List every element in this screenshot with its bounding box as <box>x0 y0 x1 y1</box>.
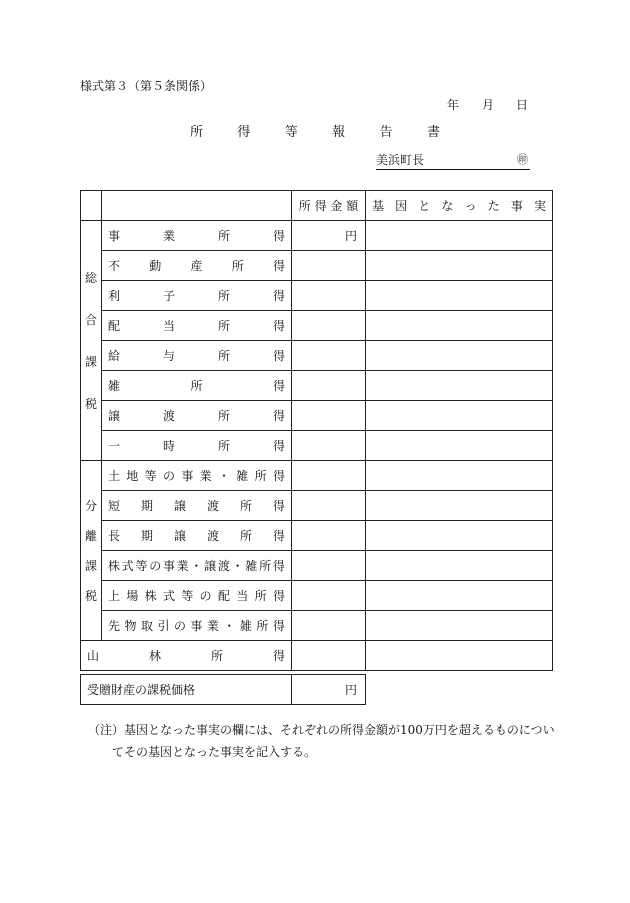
label-char: 配 <box>217 589 230 603</box>
fact-cell[interactable] <box>366 281 553 311</box>
label-char: 雑 <box>108 379 121 393</box>
footnote <box>88 719 558 763</box>
label-char: 得 <box>272 439 285 453</box>
fact-cell[interactable] <box>366 251 553 281</box>
label-char: 所 <box>217 439 230 453</box>
sanrin-label <box>81 641 292 671</box>
label-char: 所 <box>210 649 223 663</box>
fact-cell[interactable] <box>366 461 553 491</box>
income-table <box>80 190 553 671</box>
title-char: 等 <box>284 125 298 140</box>
label-char: 所 <box>254 469 267 483</box>
label-char: 業 <box>199 469 212 483</box>
fact-cell[interactable] <box>366 311 553 341</box>
amount-column-header: 所 得 金 額 <box>292 191 366 221</box>
income-row <box>81 611 553 641</box>
label-char: 得 <box>272 499 285 513</box>
label-char: ・ <box>190 559 203 573</box>
fact-cell[interactable] <box>366 221 553 251</box>
gift-label: 受贈財産の課税価格 <box>81 675 292 705</box>
income-row <box>81 461 553 491</box>
footnote-line-2: てその基因となった事実を記入する。 <box>112 745 317 759</box>
date-month-label: 月 <box>482 98 495 112</box>
label-char: 得 <box>272 409 285 423</box>
date-year-label: 年 <box>447 98 460 112</box>
fact-cell[interactable] <box>366 521 553 551</box>
label-char: 渡 <box>206 529 219 543</box>
gift-table <box>80 674 366 705</box>
sanrin-row <box>81 641 553 671</box>
category-char: 総 <box>84 270 97 285</box>
label-char: 山 <box>87 649 100 663</box>
addressee-name: 美浜町長 <box>376 153 425 167</box>
label-char: 雑 <box>245 559 258 573</box>
fact-cell[interactable] <box>366 491 553 521</box>
label-char: 雑 <box>239 619 252 633</box>
category-label-cell <box>81 221 102 461</box>
label-char: ・ <box>223 619 236 633</box>
header-char: っ <box>464 199 477 213</box>
label-char: 得 <box>272 469 285 483</box>
amount-cell[interactable] <box>292 521 366 551</box>
label-char: の <box>199 589 212 603</box>
category-char: 税 <box>84 589 97 604</box>
amount-cell[interactable] <box>292 371 366 401</box>
label-char: 当 <box>162 319 175 333</box>
label-char: の <box>149 559 162 573</box>
label-char: ・ <box>217 469 230 483</box>
income-type-label <box>102 221 292 251</box>
income-row <box>81 521 553 551</box>
amount-cell[interactable] <box>292 581 366 611</box>
label-char: 得 <box>272 349 285 363</box>
label-char: 長 <box>108 529 121 543</box>
label-char: 短 <box>108 499 121 513</box>
label-char: 株 <box>108 559 121 573</box>
amount-cell[interactable] <box>292 491 366 521</box>
gift-row <box>81 675 366 705</box>
title-char: 告 <box>379 125 393 140</box>
title-char: 得 <box>237 125 251 140</box>
label-char: 式 <box>162 589 175 603</box>
amount-cell[interactable] <box>292 401 366 431</box>
amount-cell[interactable] <box>292 311 366 341</box>
header-char: な <box>441 199 454 213</box>
label-char: 株 <box>144 589 157 603</box>
label-char: 業 <box>176 559 189 573</box>
label-char: 得 <box>272 619 285 633</box>
footnote-line-1: （注）基因となった事実の欄には、それぞれの所得金額が100万円を超えるものについ <box>88 723 555 737</box>
label-char: 譲 <box>204 559 217 573</box>
label-char: 事 <box>190 619 203 633</box>
income-type-label <box>102 311 292 341</box>
label-char: 得 <box>272 649 285 663</box>
income-row <box>81 341 553 371</box>
label-char: 所 <box>239 499 252 513</box>
category-char: 課 <box>84 355 97 370</box>
header-blank-cell <box>102 191 292 221</box>
income-row <box>81 551 553 581</box>
category-char: 分 <box>84 498 97 513</box>
label-char: 事 <box>181 469 194 483</box>
income-type-label <box>102 371 292 401</box>
amount-cell[interactable] <box>292 281 366 311</box>
income-row <box>81 431 553 461</box>
fact-cell[interactable] <box>366 341 553 371</box>
label-char: 所 <box>254 589 267 603</box>
fact-cell[interactable] <box>366 551 553 581</box>
label-char: 地 <box>126 469 139 483</box>
label-char: 所 <box>217 349 230 363</box>
label-char: 期 <box>140 529 153 543</box>
label-char: 土 <box>108 469 121 483</box>
fact-cell[interactable] <box>366 641 553 671</box>
label-char: 得 <box>272 529 285 543</box>
label-char: 上 <box>108 589 121 603</box>
category-char: 課 <box>84 559 97 574</box>
label-char: 譲 <box>173 529 186 543</box>
label-char: 得 <box>272 289 285 303</box>
label-char: 譲 <box>108 409 121 423</box>
label-char: 当 <box>236 589 249 603</box>
title-char: 報 <box>332 125 346 140</box>
label-char: の <box>162 469 175 483</box>
label-char: 所 <box>259 559 272 573</box>
label-char: 子 <box>162 289 175 303</box>
label-char: 等 <box>181 589 194 603</box>
income-row <box>81 221 553 251</box>
income-type-label <box>102 581 292 611</box>
label-char: 渡 <box>217 559 230 573</box>
label-char: 所 <box>217 409 230 423</box>
income-row <box>81 311 553 341</box>
income-row <box>81 491 553 521</box>
label-char: 動 <box>149 259 162 273</box>
label-char: 得 <box>272 259 285 273</box>
income-type-label <box>102 341 292 371</box>
amount-cell[interactable] <box>292 251 366 281</box>
income-row <box>81 371 553 401</box>
header-char: 基 <box>372 199 385 213</box>
label-char: 利 <box>108 289 121 303</box>
label-char: 渡 <box>162 409 175 423</box>
header-blank-cell <box>81 191 102 221</box>
label-char: 所 <box>217 229 230 243</box>
label-char: 引 <box>157 619 170 633</box>
label-char: 不 <box>108 259 121 273</box>
header-char: と <box>418 199 431 213</box>
category-label-cell <box>81 461 102 641</box>
label-char: 場 <box>126 589 139 603</box>
income-row <box>81 401 553 431</box>
fact-cell[interactable] <box>366 431 553 461</box>
label-char: 渡 <box>206 499 219 513</box>
label-char: 業 <box>162 229 175 243</box>
label-char: 所 <box>217 319 230 333</box>
label-char: 得 <box>272 559 285 573</box>
addressee-line <box>376 153 530 170</box>
income-row <box>81 581 553 611</box>
income-type-label <box>102 521 292 551</box>
label-char: 一 <box>108 439 121 453</box>
fact-cell[interactable] <box>366 611 553 641</box>
income-type-label <box>102 401 292 431</box>
label-char: 取 <box>140 619 153 633</box>
label-char: 期 <box>140 499 153 513</box>
amount-cell[interactable] <box>292 431 366 461</box>
category-char: 離 <box>84 528 97 543</box>
label-char: 等 <box>144 469 157 483</box>
label-char: 与 <box>162 349 175 363</box>
label-char: 等 <box>135 559 148 573</box>
income-row <box>81 281 553 311</box>
header-char: 実 <box>533 199 546 213</box>
amount-cell[interactable] <box>292 341 366 371</box>
income-type-label <box>102 461 292 491</box>
label-char: 給 <box>108 349 121 363</box>
label-char: 式 <box>121 559 134 573</box>
label-char: ・ <box>231 559 244 573</box>
amount-cell[interactable] <box>292 551 366 581</box>
amount-cell[interactable]: 円 <box>292 221 366 251</box>
label-char: 先 <box>108 619 121 633</box>
label-char: 所 <box>256 619 269 633</box>
fact-cell[interactable] <box>366 581 553 611</box>
category-char: 合 <box>84 312 97 327</box>
label-char: 得 <box>272 379 285 393</box>
amount-cell[interactable] <box>292 611 366 641</box>
label-char: 雑 <box>236 469 249 483</box>
header-char: 因 <box>395 199 408 213</box>
label-char: 譲 <box>173 499 186 513</box>
label-char: 所 <box>231 259 244 273</box>
income-type-label <box>102 281 292 311</box>
title-char: 書 <box>426 125 440 140</box>
income-type-label <box>102 431 292 461</box>
label-char: 得 <box>272 589 285 603</box>
label-char: 事 <box>108 229 121 243</box>
label-char: 得 <box>272 319 285 333</box>
category-char: 税 <box>84 397 97 412</box>
header-row <box>81 191 553 221</box>
fact-cell[interactable] <box>366 371 553 401</box>
label-char: 所 <box>190 379 203 393</box>
document-title <box>190 126 440 140</box>
amount-cell[interactable] <box>292 641 366 671</box>
form-number-label: 様式第３（第５条関係） <box>80 79 213 93</box>
label-char: 配 <box>108 319 121 333</box>
header-char: 事 <box>510 199 523 213</box>
income-type-label <box>102 611 292 641</box>
income-type-label <box>102 551 292 581</box>
seal-mark: ㊞ <box>517 153 528 166</box>
header-char: た <box>487 199 500 213</box>
label-char: の <box>173 619 186 633</box>
amount-cell[interactable] <box>292 461 366 491</box>
label-char: 事 <box>162 559 175 573</box>
label-char: 所 <box>239 529 252 543</box>
fact-column-header <box>366 191 553 221</box>
label-char: 物 <box>124 619 137 633</box>
income-type-label <box>102 491 292 521</box>
label-char: 産 <box>190 259 203 273</box>
fact-cell[interactable] <box>366 401 553 431</box>
income-type-label <box>102 251 292 281</box>
label-char: 業 <box>206 619 219 633</box>
label-char: 時 <box>162 439 175 453</box>
gift-amount-cell[interactable]: 円 <box>292 675 366 705</box>
label-char: 林 <box>148 649 161 663</box>
income-row <box>81 251 553 281</box>
label-char: 得 <box>272 229 285 243</box>
title-char: 所 <box>190 125 204 140</box>
date-day-label: 日 <box>516 98 529 112</box>
label-char: 所 <box>217 289 230 303</box>
